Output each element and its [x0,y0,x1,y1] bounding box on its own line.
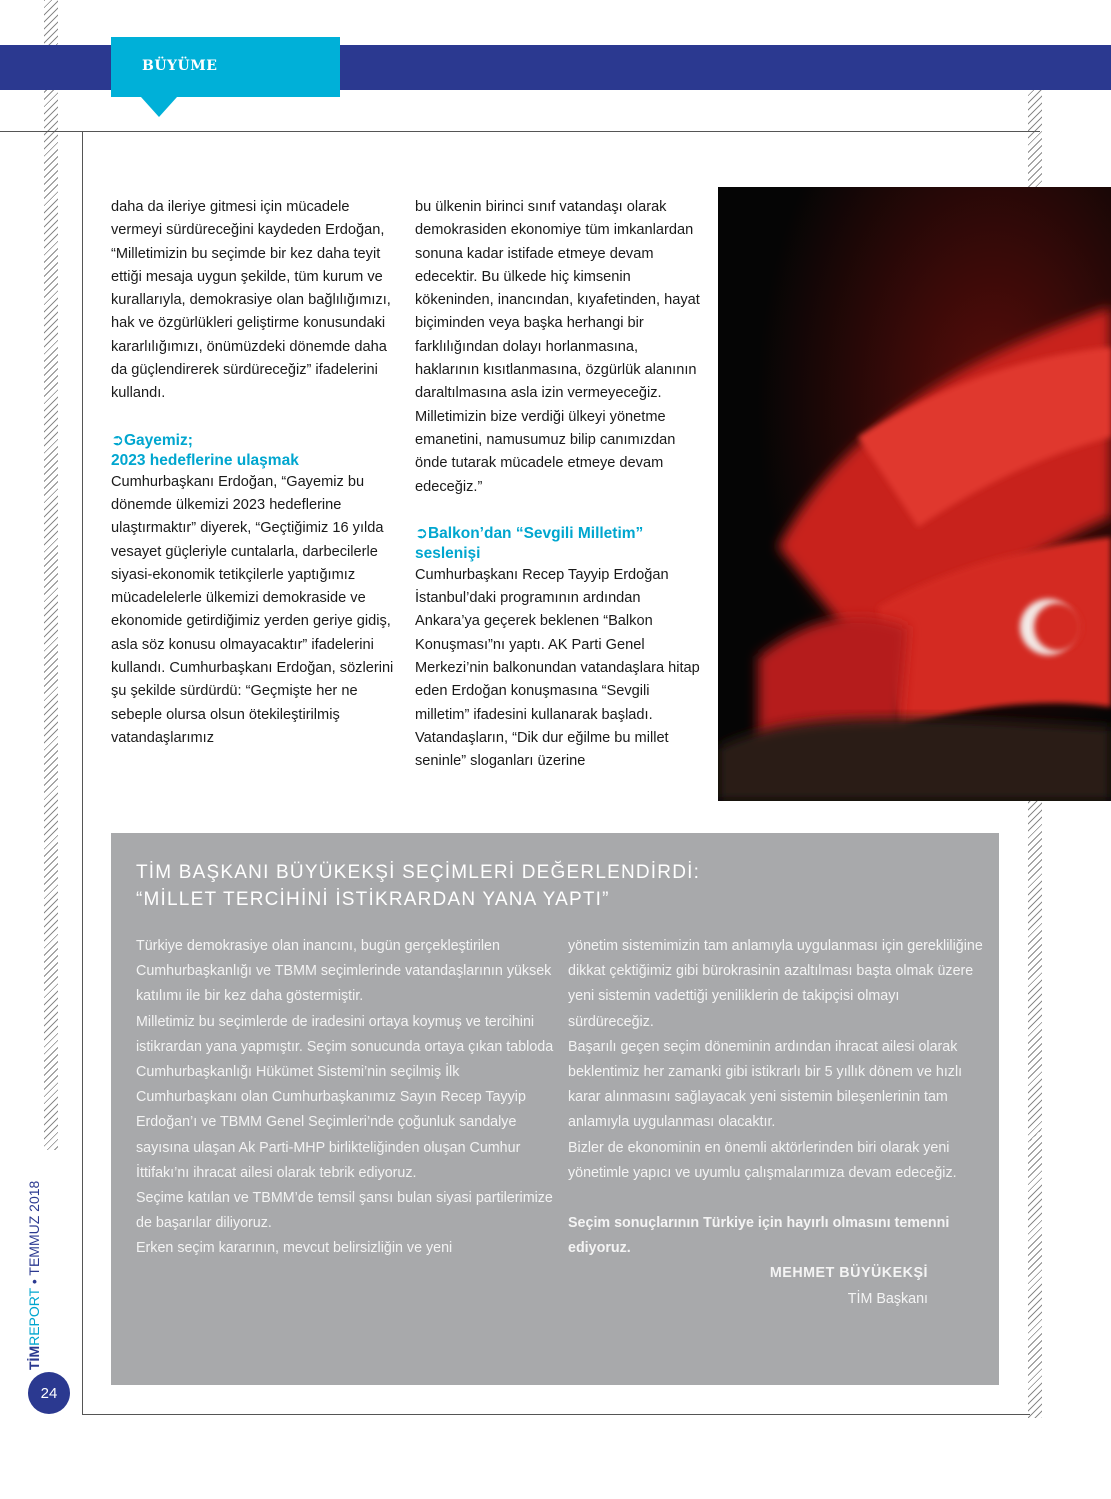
subheading-line: ➲Gayemiz; [111,431,193,449]
section-tag-arrow [141,97,177,117]
bottom-rule [82,1414,1030,1415]
article-paragraph: Cumhurbaşkanı Erdoğan, “Gayemiz bu dönemde ülkemizi 2023 hedeflerine ulaştırmaktır” diyerek, “Geçtiğimiz 16 yılda vesayet güçleriyle cuntalarla, darbecilerle siyasi-ekonomik tetikçilerle yaptığımız mücadelelerle ülkemizi demokraside ve ekonomide getirdiğimiz yerden geriye gidiş, asla söz konusu olmayacaktır” ifadelerini kullandı. Cumhurbaşkanı Erdoğan, sözlerini şu şekilde sürdürdü: “Geçmişte her ne sebeple olursa olsun ötekileştirilmiş vatandaşlarımız [111,473,394,746]
left-rule [82,131,83,1415]
issue-date: TEMMUZ 2018 [26,1180,42,1276]
statement-paragraph: Seçime katılan ve TBMM’de temsil şansı bulan siyasi partilerimize de başarılar diliyoruz. [136,1190,553,1232]
signature-title: TİM Başkanı [847,1290,928,1307]
page-number: 24 [28,1372,70,1414]
signature-name: MEHMET BÜYÜKEKŞİ [769,1265,928,1282]
statement-title [136,859,976,913]
statement-paragraph: Bizler de ekonominin en önemli aktörlerinden biri olarak yeni yönetimle yapıcı ve uyumlu çalışmalarımıza devam edeceğiz. [568,1139,957,1181]
article-subheading [111,431,396,471]
footer-separator: • [26,1279,42,1285]
left-hatch-border [44,0,58,1150]
statement-paragraph: Başarılı geçen seçim döneminin ardından ihracat ailesi olarak beklentimiz her zamanki gibi istikrarlı bir 5 yıllık dönem ve hızlı karar alınmasını sağlayacak yeni sistemin bileşenlerinin tam anlamıyla uygulanması olacaktır. [568,1038,963,1131]
statement-paragraph: Milletimiz bu seçimlerde de iradesini ortaya koymuş ve tercihini istikrardan yana yapmıştır. Seçim sonucunda ortaya çıkan tabloda Cumhurbaşkanlığı Hükümet Sistemi’nin seçilmiş İlk Cumhurbaşkanı olan Cumhurbaşkanımız Sayın Recep Tayyip Erdoğan’ı ve TBMM Genel Seçimleri’nde çoğunluk sandalye sayısına ulaşan Ak Parti-MHP birlikteliğinden oluşan Cumhur İttifakı’nı ihracat ailesi olarak tebrik ediyoruz. [136,1013,554,1181]
statement-title-line: “MİLLET TERCİHİNİ İSTİKRARDAN YANA YAPTI” [136,889,610,910]
article-paragraph: Cumhurbaşkanı Recep Tayyip Erdoğan İstanbul’daki programının ardından Ankara’ya geçerek beklenen “Balkon Konuşması”nı yaptı. AK Parti Genel Merkezi’nin balkonundan vatandaşlara hitap eden Erdoğan konuşmasına “Sevgili milletim” ifadesini kullanarak başladı. Vatandaşların, “Dik dur eğilme bu millet seninle” sloganları üzerine [415,566,700,770]
article-paragraph: bu ülkenin birinci sınıf vatandaşı olarak demokrasiden ekonomiye tüm imkanlardan sonuna kadar istifade etmeye devam edecektir. Bu ülkede hiç kimsenin kökeninden, inancından, kıyafetinden, hayat biçiminden veya başka herhangi bir farklılığından dolayı horlanmasına, haklarının kısıtlanmasına, özgürlük alanının daraltılmasına asla izin vermeyeceğiz. Milletimizin bize verdiği ülkeyi yönetme emanetini, namusumuz bilip canımızdan önde tutarak mücadele etmeye devam edeceğiz.” [415,199,700,495]
issue-footer [26,1181,42,1370]
statement-column-1 [136,934,556,1262]
subheading-line: seslenişi [415,544,481,562]
subheading-line: 2023 hedeflerine ulaşmak [111,451,299,469]
article-column-2 [415,196,703,774]
article-paragraph: daha da ileriye gitmesi için mücadele vermeyi sürdüreceğini kaydeden Erdoğan, “Milletimizin bu seçimde bir kez daha teyit ettiği mesaja uygun şekilde, tüm kurum ve kurallarıyla, demokrasiye olan bağlılığımızı, hak ve özgürlükleri geliştirme konusundaki kararlılığımızı, önümüzdeki dönemde daha da güçlendirerek sürdüreceğiz” ifadelerini kullandı. [111,199,391,402]
section-label: BÜYÜME [142,58,218,74]
subheading-line: ➲Balkon’dan “Sevgili Milletim” [415,524,644,542]
flags-photo [718,187,1111,801]
statement-column-2 [568,934,988,1312]
statement-title-line: TİM BAŞKANI BÜYÜKEKŞİ SEÇİMLERİ DEĞERLENDİRDİ: [136,862,701,883]
statement-closing: Seçim sonuçlarının Türkiye için hayırlı olmasını temenni ediyoruz. [568,1215,950,1257]
flags-photo-illustration [718,187,1111,801]
signature [568,1261,988,1311]
brand-report: REPORT [26,1288,42,1346]
statement-paragraph: Erken seçim kararının, mevcut belirsizliğin ve yeni [136,1240,453,1257]
article-subheading [415,524,703,564]
brand-tim: TİM [26,1345,42,1370]
top-rule [0,131,1040,132]
statement-paragraph: yönetim sistemimizin tam anlamıyla uygulanması için gerekliliğine dikkat çektiğimiz gibi bürokrasinin azaltılması başta olmak üzere yeni sistemin vadettiği yeniliklerin de takipçisi olmayı sürdüreceğiz. [568,938,983,1030]
article-column-1 [111,196,396,750]
statement-paragraph: Türkiye demokrasiye olan inancını, bugün gerçekleştirilen Cumhurbaşkanlığı ve TBMM seçimlerinde vatandaşlarının yüksek katılımı ile bir kez daha göstermiştir. [136,938,552,1005]
statement-box [111,833,999,1385]
